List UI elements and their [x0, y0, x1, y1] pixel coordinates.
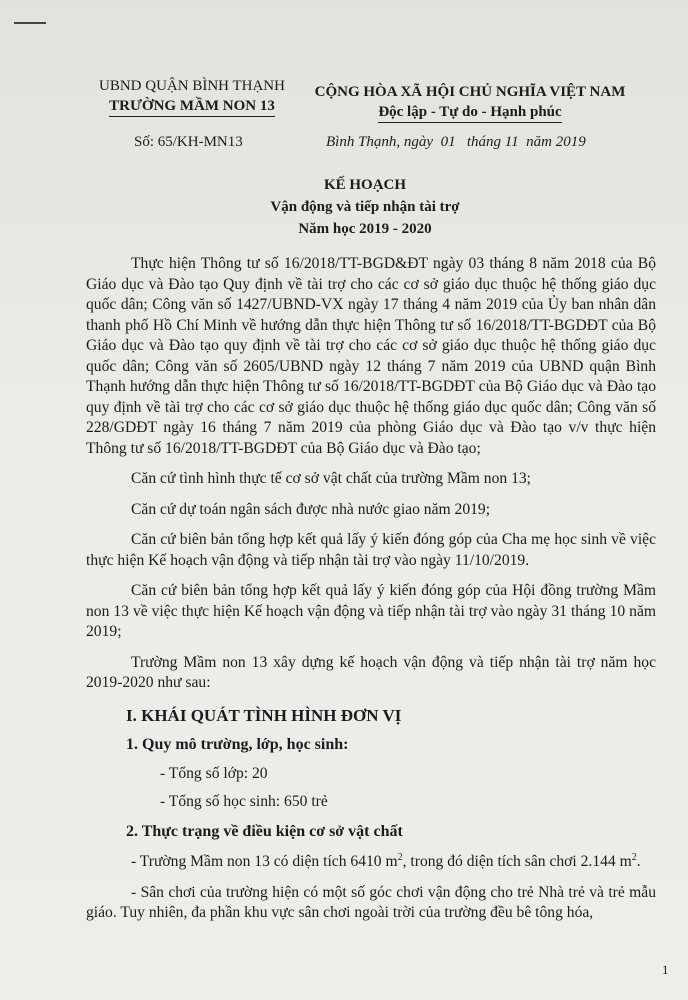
scan-mark: [14, 22, 46, 24]
subsection-heading-2: 2. Thực trạng về điều kiện cơ sở vật chất: [126, 822, 403, 840]
subsection-heading-1: 1. Quy mô trường, lớp, học sinh:: [126, 736, 349, 753]
paragraph-budget-basis: Căn cứ dự toán ngân sách được nhà nước giao năm 2019;: [131, 500, 491, 518]
paragraph-parents-minutes: Căn cứ biên bản tổng hợp kết quả lấy ý kiến đóng góp của Cha mẹ học sinh về việc thực hiện Kế hoạch vận động và tiếp nhận tài trợ vào ngày 11/10/2019.: [86, 531, 656, 569]
section-heading-1: I. KHÁI QUÁT TÌNH HÌNH ĐƠN VỊ: [126, 705, 402, 725]
document-body: [86, 254, 656, 924]
country-name: CỘNG HÒA XÃ HỘI CHỦ NGHĨA VIỆT NAM: [314, 84, 626, 100]
paragraph-facilities-basis: Căn cứ tình hình thực tế cơ sở vật chất của trường Mầm non 13;: [131, 470, 532, 487]
document-number: Số: 65/KH-MN13: [134, 134, 243, 150]
page-number: 1: [662, 962, 669, 977]
motto: Độc lập - Tự do - Hạnh phúc: [378, 102, 561, 123]
paragraph-council-minutes: Căn cứ biên bản tổng hợp kết quả lấy ý kiến đóng góp của Hội đồng trường Mầm non 13 về việc thực hiện Kế hoạch vận động và tiếp nhận tài trợ vào ngày 31 tháng 10 năm 2019;: [86, 582, 656, 640]
paragraph-area: - Trường Mầm non 13 có diện tích 6410 $m^2$, trong đó diện tích sân chơi 2.144 $m^2$.: [131, 851, 641, 870]
title-sub: Vận động và tiếp nhận tài trợ: [270, 199, 460, 215]
document-date: Bình Thạnh, ngày 01 tháng 11 năm 2019: [326, 134, 586, 150]
title-main: KẾ HOẠCH: [323, 177, 407, 193]
list-item-students: - Tổng số học sinh: 650 trẻ: [160, 793, 328, 810]
list-item-classes: - Tổng số lớp: 20: [160, 764, 268, 782]
paragraph-plan-intro: Trường Mầm non 13 xây dựng kế hoạch vận động và tiếp nhận tài trợ năm học 2019-2020 như sau:: [86, 653, 656, 691]
national-motto: [300, 82, 640, 123]
school-name: TRƯỜNG MẦM NON 13: [109, 96, 275, 117]
paragraph-legal-basis: Thực hiện Thông tư số 16/2018/TT-BGD&ĐT ngày 03 tháng 8 năm 2018 của Bộ Giáo dục và Đào tạo Quy định về tài trợ cho các cơ sở giáo dục thuộc hệ thống giáo dục quốc dân; Công văn số 1427/UBND-VX ngày 17 tháng 4 năm 2019 của Ủy ban nhân dân thanh phố Hồ Chí Minh về hướng dẫn thực hiện Thông tư số 16/2018/TT-BGDĐT của Bộ Giáo dục và Đào tạo quy định về tài trợ cho các cơ sở giáo dục thuộc hệ thống giáo dục quốc dân; Công văn số 2605/UBND ngày 12 tháng 7 năm 2019 của UBND quận Bình Thạnh hướng dẫn thực hiện Thông tư số 16/2018/TT-BGDĐT của Bộ Giáo dục và Đào tạo quy định về tài trợ cho các cơ sở giáo dục thuộc hệ thống giáo dục quốc dân; Công văn số 228/GDĐT ngày 16 tháng 7 năm 2019 của phòng Giáo dục và Đào tạo v/v thực hiện Thông tư số 16/2018/TT-BGDĐT của Bộ Giáo dục và Đào tạo;: [86, 255, 656, 457]
title-year: Năm học 2019 - 2020: [298, 221, 432, 237]
document-title: [200, 174, 530, 240]
district-committee: UBND QUẬN BÌNH THẠNH: [99, 78, 285, 94]
paragraph-playground: - Sân chơi của trường hiện có một số góc chơi vận động cho trẻ Nhà trẻ và trẻ mẫu giáo. Tuy nhiên, đa phần khu vực sân chơi ngoài trời của trường đều bê tông hóa,: [86, 883, 656, 921]
issuing-authority: [92, 76, 292, 117]
